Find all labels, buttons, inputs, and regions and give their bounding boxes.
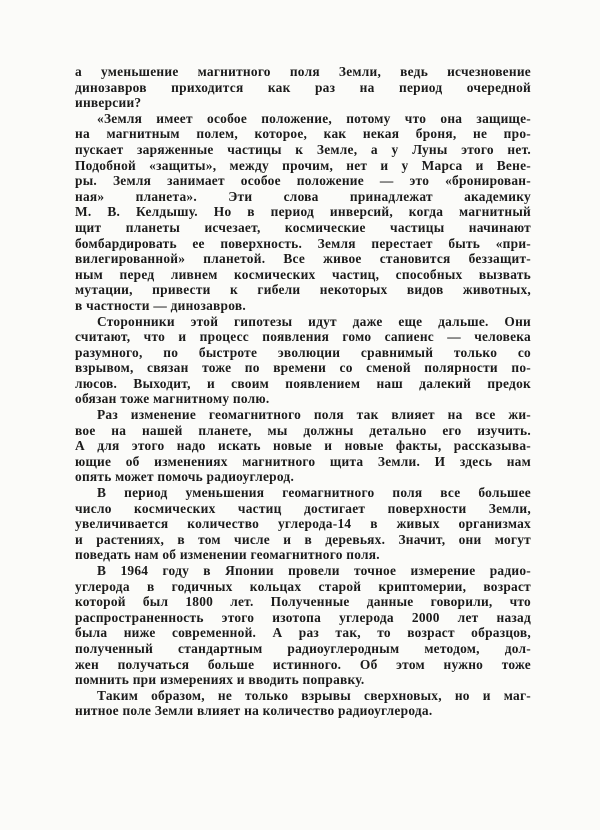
text-line: а уменьшение магнитного поля Земли, ведь исчезновение	[75, 64, 531, 79]
text-line: обязан тоже магнитному полю.	[75, 391, 270, 407]
text-line: «Земля имеет особое положение, потому что она защище-	[97, 110, 531, 126]
text-line: люсов. Выходит, и своим появлением наш далекий предок	[75, 375, 531, 391]
text-line: пускает заряженные частицы к Земле, а у Луны этого нет.	[75, 141, 531, 157]
text-line: взрывом, связан тоже по времени со сменой полярности по-	[75, 360, 531, 376]
text-line: мутации, привести к гибели некоторых видов животных,	[75, 282, 531, 298]
text-line: и растениях, в том числе и в деревьях. Значит, они могут	[75, 531, 531, 547]
text-line: Таким образом, не только взрывы сверхновых, но и маг-	[97, 687, 531, 703]
text-line: на магнитным полем, которое, как некая броня, не про-	[75, 126, 531, 142]
text-line: ным перед ливнем космических частиц, способных вызвать	[75, 266, 531, 282]
text-line: В 1964 году в Японии провели точное измерение радио-	[97, 563, 531, 578]
text-line: увеличивается количество углерода-14 в живых организмах	[75, 516, 531, 532]
text-line: ная» планета». Эти слова принадлежат академику	[75, 188, 531, 204]
text-line: которой был 1800 лет. Полученные данные говорили, что	[75, 594, 531, 610]
text-line: распространенность этого изотопа углерода 2000 лет назад	[75, 609, 531, 625]
text-line: М. В. Келдышу. Но в период инверсий, когда магнитный	[75, 204, 531, 220]
text-line: инверсии?	[75, 95, 142, 111]
paragraph	[75, 64, 531, 111]
text-line: ющие об изменениях магнитного щита Земли. И здесь нам	[75, 453, 531, 469]
text-line: углерода в годичных кольцах старой криптомерии, возраст	[75, 578, 531, 594]
text-line: опять может помочь радиоуглерод.	[75, 469, 295, 485]
text-line: динозавров приходится как раз на период очередной	[75, 79, 531, 95]
text-line: число космических частиц достигает поверхности Земли,	[75, 500, 531, 516]
paragraph	[75, 407, 531, 485]
text-line: Раз изменение геомагнитного поля так влияет на все жи-	[97, 407, 531, 423]
text-line: вое на нашей планете, мы должны детально его изучить.	[75, 422, 531, 438]
text-line: щит планеты исчезает, космические частицы начинают	[75, 219, 531, 235]
text-line: Сторонники этой гипотезы идут даже еще дальше. Они	[97, 313, 531, 329]
page-text	[75, 64, 531, 719]
text-line: помнить при измерениях и вводить поправку.	[75, 672, 365, 688]
text-line: жен получаться больше истинного. Об этом нужно тоже	[75, 656, 531, 672]
paragraph	[75, 485, 531, 563]
text-line: бомбардировать ее поверхность. Земля перестает быть «при-	[75, 235, 531, 251]
text-line: была ниже современной. А раз так, то возраст образцов,	[75, 625, 531, 641]
text-line: А для этого надо искать новые и новые факты, рассказыва-	[75, 438, 531, 454]
text-line: ры. Земля занимает особое положение — это «бронирован-	[75, 173, 531, 189]
text-line: нитное поле Земли влияет на количество радиоуглерода.	[75, 703, 433, 719]
text-line: полученный стандартным радиоуглеродным методом, дол-	[75, 640, 531, 656]
paragraph	[75, 688, 531, 719]
paragraph	[75, 111, 531, 314]
paragraph	[75, 563, 531, 688]
text-line: считают, что и процесс появления гомо сапиенс — человека	[75, 329, 531, 345]
text-line: Подобной «защиты», между прочим, нет и у Марса и Вене-	[75, 157, 531, 173]
paragraph	[75, 314, 531, 408]
text-line: В период уменьшения геомагнитного поля все большее	[97, 485, 531, 501]
text-line: разумного, по быстроте эволюции сравнимый только со	[75, 344, 531, 360]
text-line: поведать нам об изменении геомагнитного поля.	[75, 547, 380, 563]
text-line: вилегированной» планетой. Все живое становится беззащит-	[75, 251, 531, 267]
text-line: в частности — динозавров.	[75, 297, 246, 313]
